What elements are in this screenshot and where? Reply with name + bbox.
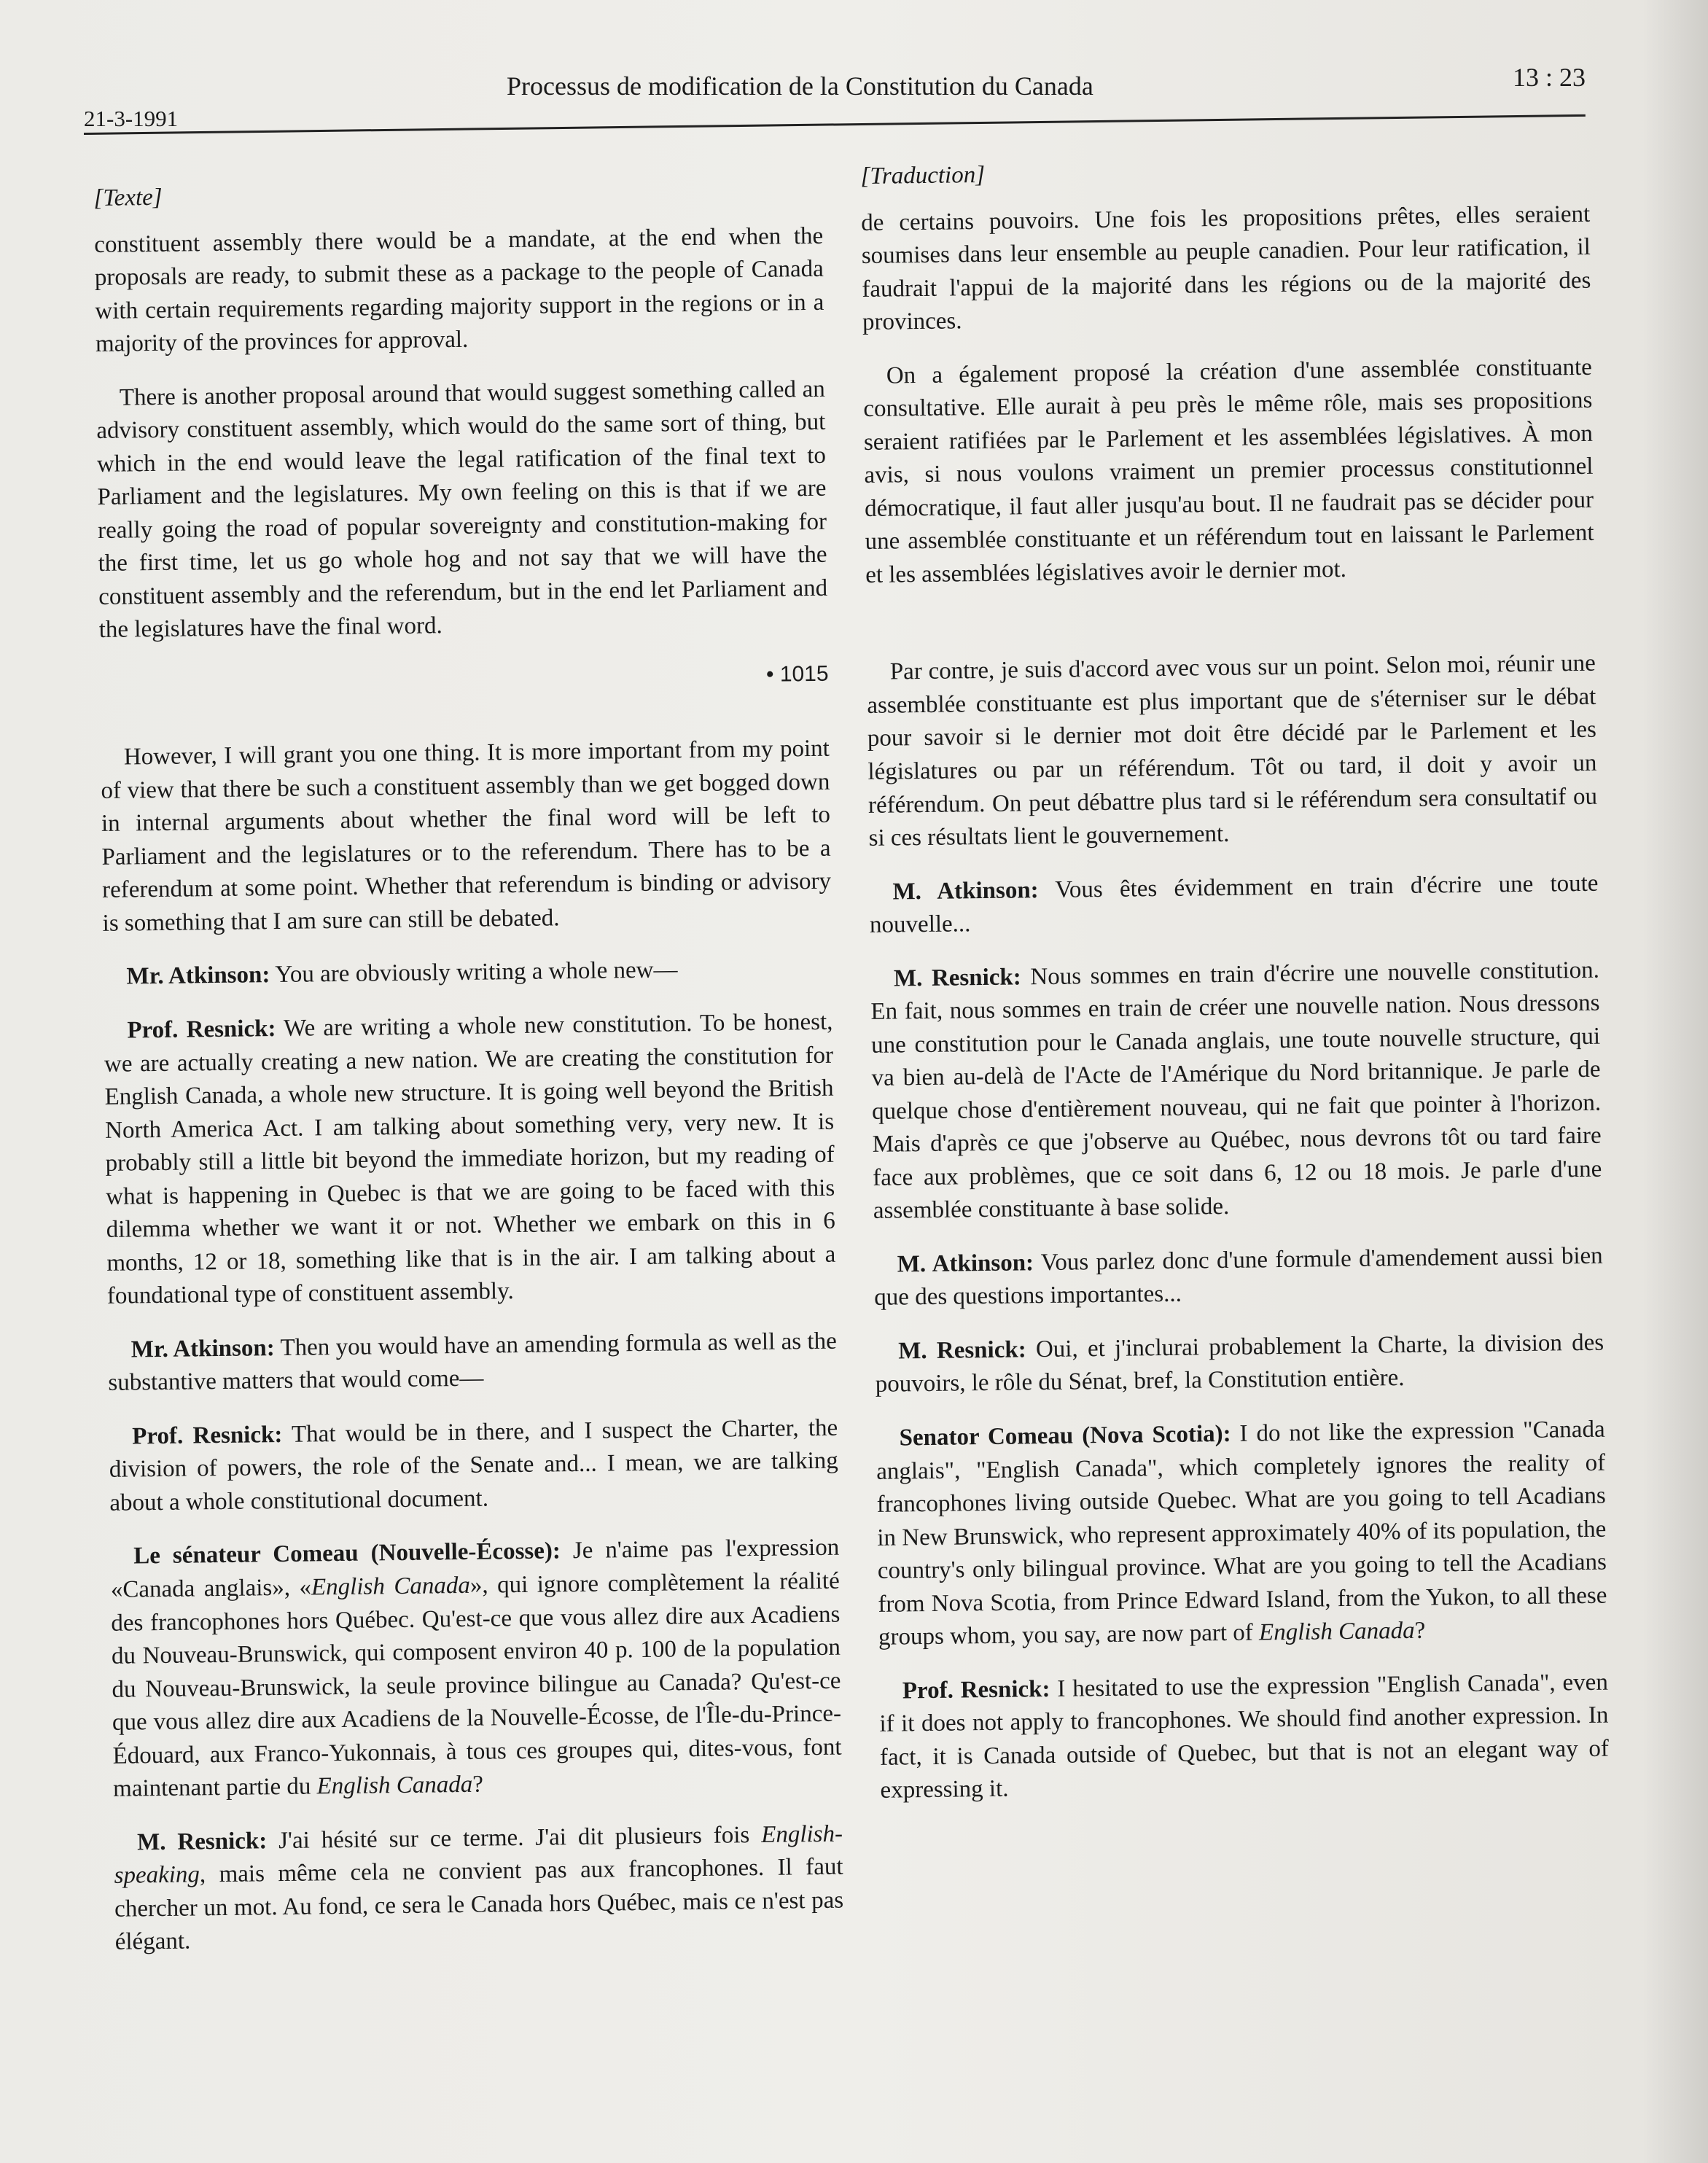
speech-text: Je n'aime pas l'expression «Canada anglais», «	[110, 1535, 840, 1603]
right-speech-6	[873, 1240, 1603, 1315]
speaker-label: Prof. Resnick:	[132, 1421, 283, 1450]
speech-text: Oui, et j'inclurai probablement la Charte, la division des pouvoirs, le rôle du Sénat, bref, la Constitution entière.	[875, 1329, 1604, 1398]
speaker-label: Mr. Atkinson:	[130, 1334, 275, 1363]
right-speech-8	[876, 1414, 1607, 1655]
speaker-label: M. Resnick:	[897, 1336, 1026, 1365]
speaker-label: Senator Comeau (Nova Scotia):	[899, 1420, 1231, 1451]
header-page-number: 13 : 23	[1512, 63, 1586, 92]
speech-text: ?	[472, 1771, 484, 1798]
left-speech-5	[104, 1006, 836, 1314]
speaker-label: M. Resnick:	[893, 964, 1022, 992]
left-column	[93, 159, 844, 1980]
right-column-tag: [Traduction]	[860, 161, 986, 190]
left-speech-7	[109, 1412, 839, 1521]
page-edge-shadow	[1642, 0, 1708, 2163]
speech-text: I do not like the expression "Canada anglais", "English Canada", which completely ignores the reality of francophones living outside Quebec. What are you going to tell Acadians in New Brunswick, who represent approximately 40% of its population, the country's only bilingual province. What are you going to tell the Acadians from Nova Scotia, from Prince Edward Island, from the Yukon, to all these groups whom, you say, are now part of	[876, 1416, 1607, 1651]
speech-text: That would be in there, and I suspect the Charter, the division of powers, the role of the Senate and... I mean, we are talking about a whole constitutional document.	[109, 1414, 838, 1516]
speaker-label: Prof. Resnick:	[127, 1016, 276, 1044]
speaker-label: Le sénateur Comeau (Nouvelle-Écosse):	[133, 1538, 561, 1570]
speech-text: Nous sommes en train d'écrire une nouvelle constitution. En fait, nous sommes en train de créer une nouvelle nation. Nous dressons une constitution pour le Canada anglais, une toute nouvelle structure, qui va bien au-delà de l'Acte de l'Amérique du Nord britannique. Je parle de quelque chose d'entièrement nouveau, qui ne fait que pointer à l'horizon. Mais d'après ce que j'observe au Québec, nous devrons tôt ou tard faire face aux problèmes, que ce soit dans 6, 12 ou 18 mois. Je parle d'une assemblée constituante à base solide.	[870, 956, 1602, 1225]
speech-text: », qui ignore complètement la réalité des francophones hors Québec. Qu'est-ce que vous allez dire aux Acadiens du Nouveau-Brunswick, qui composent environ 40 p. 100 de la population du Nouveau-Brunswick, la seule province bilingue au Canada? Qu'est-ce que vous allez dire aux Acadiens de la Nouvelle-Écosse, de l'Île-du-Prince-Édouard, aux Franco-Yukonnais, à tous ces groupes qui, dites-vous, font maintenant partie du	[111, 1567, 842, 1803]
left-paragraph-3: However, I will grant you one thing. It is more important from my point of view that there be such a constituent assembly than we get bogged down in internal arguments about whether the final word will be left to Parliament and the legislatures or to the referendum. There has to be a referendum at some point. Whether that referendum is binding or advisory is something that I am sure can still be debated.	[101, 736, 832, 937]
speaker-label: M. Atkinson:	[897, 1250, 1034, 1278]
speech-text: Vous parlez donc d'une formule d'amendement aussi bien que des questions importantes...	[874, 1242, 1603, 1312]
right-speech-9	[879, 1666, 1610, 1807]
speaker-label: Mr. Atkinson:	[126, 962, 270, 991]
speech-text: I hesitated to use the expression "English Canada", even if it does not apply to francophones. We should find another expression. In fact, it is Canada outside of Quebec, but that is not an elegant way of expressing it.	[879, 1669, 1610, 1804]
speech-text: Then you would have an amending formula as well as the substantive matters that would come—	[108, 1328, 837, 1397]
speaker-label: M. Resnick:	[136, 1827, 268, 1856]
right-speech-7	[875, 1327, 1604, 1402]
right-paragraph-2: On a également proposé la création d'une assemblée constituante consultative. Elle aurait à peu près le même rôle, mais ses propositions seraient ratifiées par le Parlement et les assemblées législatives. À mon avis, si nous voulons vraiment un premier processus constitutionnel démocratique, il faut aller jusqu'au bout. Il ne faudrait pas se décider pour une assemblée constituante et un référendum tout en laissant le Parlement et les assemblées législatives avoir le dernier mot.	[863, 354, 1594, 588]
left-speech-9	[114, 1817, 844, 1959]
right-column	[860, 137, 1610, 1828]
left-paragraph-2: There is another proposal around that would suggest something called an advisory constituent assembly, which would do the same sort of thing, but which in the end would leave the legal ratification of the final text to Parliament and the legislatures. My own feeling on this is that if we are really going the road of popular sovereignty and constitution-making for the first time, let us go whole hog and not say that we will have the constituent assembly and the referendum, but in the end let Parliament and the legislatures have the final word.	[96, 375, 828, 644]
emphasis-text: English Canada	[1258, 1618, 1415, 1646]
right-speech-5	[870, 954, 1602, 1228]
speech-text: Vous êtes évidemment en train d'écrire une toute nouvelle...	[869, 870, 1599, 939]
right-paragraph-3: Par contre, je suis d'accord avec vous sur un point. Selon moi, réunir une assemblée constituante est plus important que de s'éterniser sur le débat pour savoir si le dernier mot doit être décidé par le Parlement et les législatures ou par un référendum. Tôt ou tard, il doit y avoir un référendum. On peut débattre plus tard si le référendum sera consultatif ou si ces résultats lient le gouvernement.	[867, 650, 1598, 851]
left-speech-6	[108, 1325, 838, 1400]
left-paragraph-1: constituent assembly there would be a mandate, at the end when the proposals are ready, to submit these as a package to the people of Canada with certain requirements regarding majority support in the regions or in a majority of the provinces for approval.	[94, 222, 824, 358]
left-column-tag: [Texte]	[93, 184, 163, 211]
emphasis-text: English Canada	[311, 1572, 471, 1601]
left-speech-4	[103, 952, 832, 994]
emphasis-text: English-speaking	[114, 1820, 843, 1890]
speech-text: We are writing a whole new constitution. To be honest, we are actually creating a new nation. We are creating the constitution for English Canada, a whole new structure. It is going well beyond the British North America Act. I am talking about something very, very new. It is probably still a little bit beyond the immediate horizon, but my reading of what is happening in Quebec is that we are going to be faced with this dilemma whether we want it or not. Whether we embark on this in 6 months, 12 or 18, something like that is in the air. I am talking about a foundational type of constituent assembly.	[104, 1008, 836, 1310]
left-speech-8	[110, 1532, 842, 1806]
speaker-label: Prof. Resnick:	[902, 1675, 1050, 1704]
speech-text: You are obviously writing a whole new—	[275, 956, 678, 989]
right-paragraph-1: de certains pouvoirs. Une fois les propositions prêtes, elles seraient soumises dans leur ensemble au peuple canadien. Pour leur ratification, il faudrait l'appui de la majorité dans les régions ou de la majorité des provinces.	[861, 200, 1591, 336]
time-marker: • 1015	[765, 661, 829, 687]
speech-text: ?	[1414, 1617, 1426, 1645]
header-title: Processus de modification de la Constitution du Canada	[507, 71, 1093, 101]
speech-text: , mais même cela ne convient pas aux francophones. Il faut chercher un mot. Au fond, ce sera le Canada hors Québec, mais ce n'est pas élégant.	[114, 1853, 844, 1956]
header-date: 21-3-1991	[84, 106, 179, 131]
emphasis-text: English Canada	[316, 1771, 473, 1800]
speaker-label: M. Atkinson:	[892, 876, 1039, 905]
right-speech-4	[869, 867, 1599, 942]
speech-text: J'ai hésité sur ce terme. J'ai dit plusieurs fois	[278, 1821, 762, 1854]
